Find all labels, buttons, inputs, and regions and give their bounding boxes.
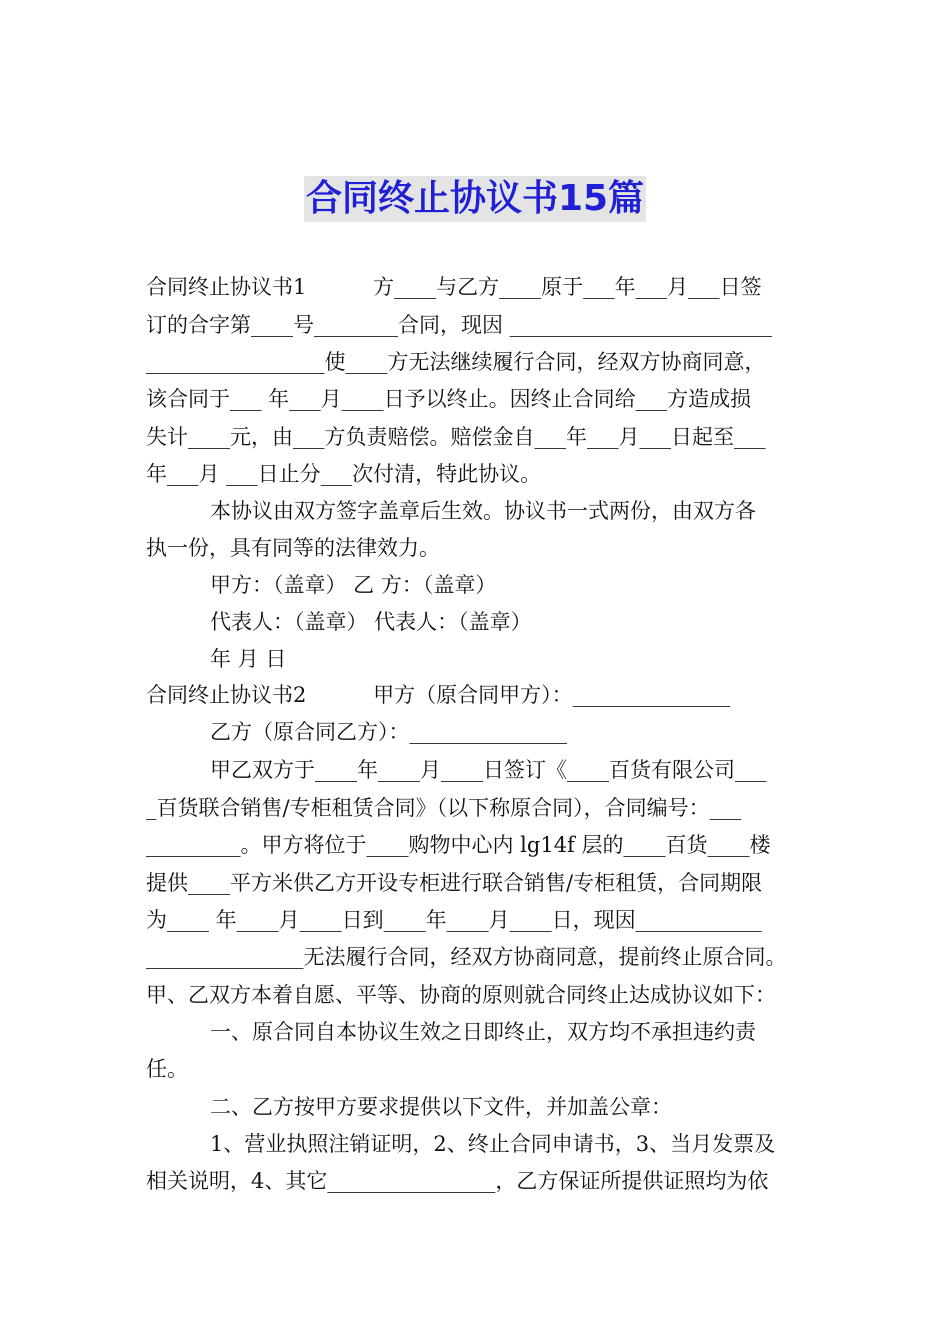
paragraph-line: 订的合字第____号________合同，现因 _________________________ [146,313,773,337]
paragraph-line: 任。 [146,1057,188,1081]
paragraph-line: 年___月 ___日止分___次付清，特此协议。 [146,462,542,486]
paragraph-line: 合同终止协议书2 甲方（原合同甲方）：_______________ [146,683,731,707]
paragraph-line: 为____ 年____月____日到____年____月____日，现因____________ [146,908,762,932]
document-title-wrap [0,176,950,222]
paragraph-line: 代表人：（盖章） 代表人：（盖章） [210,610,532,634]
paragraph-line: 甲、乙双方本着自愿、平等、协商的原则就合同终止达成协议如下： [146,983,776,1007]
paragraph-line: 年 月 日 [210,647,287,671]
paragraph-line: 乙方（原合同乙方）：_______________ [210,720,567,744]
paragraph-line: 甲乙双方于____年____月____日签订《____百货有限公司___ [210,758,767,782]
paragraph-line: 一、原合同自本协议生效之日即终止，双方均不承担违约责 [210,1020,756,1044]
paragraph-line: 二、乙方按甲方要求提供以下文件，并加盖公章： [210,1095,672,1119]
paragraph-line: 甲方：（盖章） 乙 方：（盖章） [210,573,497,597]
paragraph-line: 1、营业执照注销证明，2、终止合同申请书，3、当月发票及 [210,1132,776,1156]
paragraph-line: 失计____元，由___方负责赔偿。赔偿金自___年___月___日起至___ [146,425,766,449]
paragraph-line: 执一份，具有同等的法律效力。 [146,536,440,560]
paragraph-line: _________。甲方将位于____购物中心内 lg14f 层的____百货____楼 [146,833,771,857]
document-title: 合同终止协议书15篇 [304,176,646,222]
paragraph-line: 合同终止协议书1 方____与乙方____原于___年___月___日签 [146,275,762,299]
paragraph-line: 提供____平方米供乙方开设专柜进行联合销售/专柜租赁，合同期限 [146,871,763,895]
paragraph-line: _百货联合销售/专柜租赁合同》（以下称原合同），合同编号：___ [146,796,742,820]
paragraph-line: 相关说明，4、其它________________，乙方保证所提供证照均为依 [146,1169,769,1193]
paragraph-line: 本协议由双方签字盖章后生效。协议书一式两份，由双方各 [210,499,756,523]
paragraph-line: 该合同于___ 年___月____日予以终止。因终止合同给___方造成损 [146,387,752,411]
paragraph-line: _________________使____方无法继续履行合同，经双方协商同意， [146,350,766,374]
paragraph-line: _______________无法履行合同，经双方协商同意，提前终止原合同。 [146,945,787,969]
